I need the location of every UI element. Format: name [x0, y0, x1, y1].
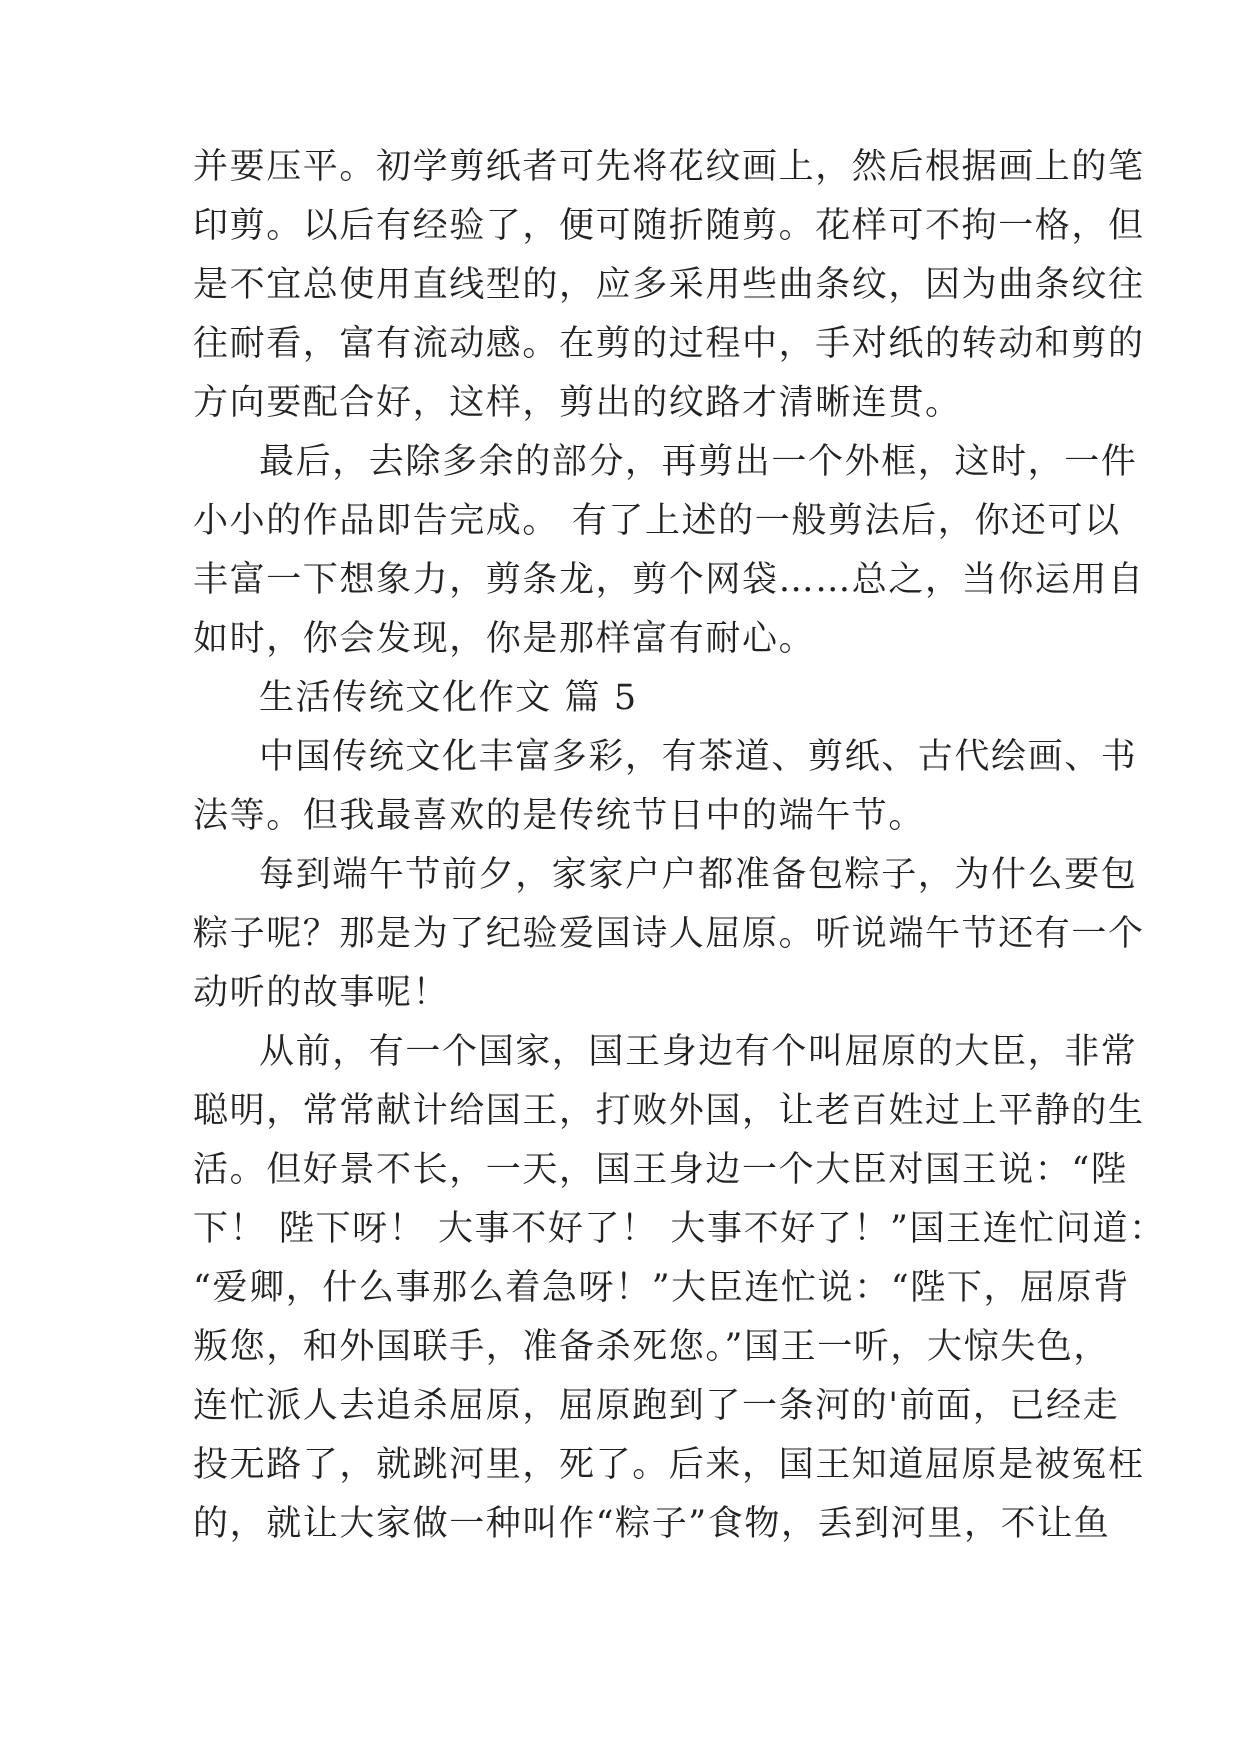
- text-line: 从前，有一个国家，国王身边有个叫屈原的大臣，非常: [259, 1032, 1138, 1072]
- text-line: 叛您，和外国联手，准备杀死您。”国王一听，大惊失色，: [193, 1327, 1110, 1367]
- text-line: 法等。但我最喜欢的是传统节日中的端午节。: [193, 796, 926, 836]
- text-line: 活。但好景不长，一天，国王身边一个大臣对国王说：“陛: [193, 1150, 1128, 1190]
- text-line: 动听的故事呢！: [193, 973, 450, 1013]
- text-line: 连忙派人去追杀屈原，屈原跑到了一条河的'前面，已经走: [193, 1386, 1120, 1426]
- text-line: 往耐看，富有流动感。在剪的过程中，手对纸的转动和剪的: [193, 324, 1145, 364]
- text-line: 并要压平。初学剪纸者可先将花纹画上，然后根据画上的笔: [193, 147, 1145, 187]
- text-line: 中国传统文化丰富多彩，有茶道、剪纸、古代绘画、书: [259, 737, 1138, 777]
- text-line: 方向要配合好，这样，剪出的纹路才清晰连贯。: [193, 383, 962, 423]
- text-line: 下！ 陛下呀！ 大事不好了！ 大事不好了！”国王连忙问道：: [193, 1209, 1166, 1249]
- text-line: 粽子呢？那是为了纪验爱国诗人屈原。听说端午节还有一个: [193, 914, 1145, 954]
- text-line: 的，就让大家做一种叫作“粽子”食物，丢到河里，不让鱼: [193, 1504, 1111, 1544]
- text-line: 每到端午节前夕，家家户户都准备包粽子，为什么要包: [259, 855, 1138, 895]
- text-line: 印剪。以后有经验了，便可随折随剪。花样可不拘一格，但: [193, 206, 1145, 246]
- text-line: 最后，去除多余的部分，再剪出一个外框，这时，一件: [259, 442, 1138, 482]
- text-line: 是不宜总使用直线型的，应多采用些曲条纹，因为曲条纹往: [193, 265, 1145, 305]
- text-line: 小小的作品即告完成。 有了上述的一般剪法后，你还可以: [193, 501, 1121, 541]
- text-line: 如时，你会发现，你是那样富有耐心。: [193, 619, 816, 659]
- text-line: 丰富一下想象力，剪条龙，剪个网袋……总之，当你运用自: [193, 560, 1145, 600]
- text-line: “爱卿，什么事那么着急呀！”大臣连忙说：“陛下，屈原背: [193, 1268, 1130, 1308]
- text-line: 投无路了，就跳河里，死了。后来，国王知道屈原是被冤枉: [193, 1445, 1145, 1485]
- section-heading: 生活传统文化作文 篇 5: [259, 678, 638, 718]
- text-line: 聪明，常常献计给国王，打败外国，让老百姓过上平静的生: [193, 1091, 1145, 1131]
